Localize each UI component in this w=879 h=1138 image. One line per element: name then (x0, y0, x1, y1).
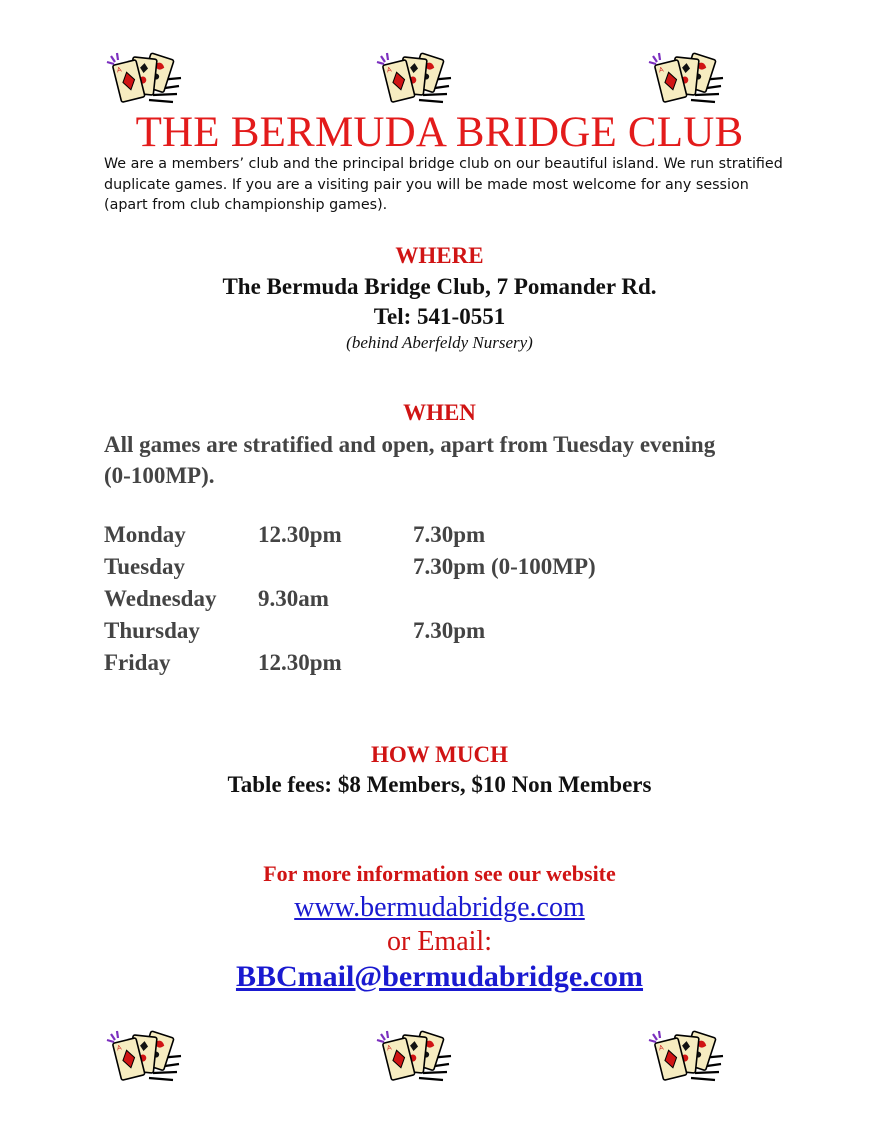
email-link[interactable]: BBCmail@bermudabridge.com (235, 960, 644, 993)
schedule-day-session: 12.30pm (258, 522, 342, 547)
schedule-day-session: 9.30am (258, 586, 329, 611)
schedule-day: Friday (104, 650, 171, 675)
intro-text: We are a members’ club and the principal bridge club on our beautiful island. We run stratified duplicate games. If you are a visiting pair you will be made most welcome for any session (apart from club championship games). (104, 156, 783, 213)
where-heading: WHERE (395, 243, 484, 268)
playing-cards-icon (103, 50, 183, 105)
playing-cards-icon (103, 1028, 183, 1083)
location-note: (behind Aberfeldy Nursery) (346, 333, 533, 352)
table-fees: Table fees: $8 Members, $10 Non Members (227, 772, 652, 797)
schedule-evening-session: 7.30pm (413, 522, 486, 547)
schedule-day: Tuesday (104, 554, 185, 579)
schedule-evening-session: 7.30pm (413, 618, 486, 643)
or-email-text: or Email: (387, 926, 492, 957)
website-link[interactable]: www.bermudabridge.com (294, 892, 585, 923)
when-description: All games are stratified and open, apart from Tuesday evening (0-100MP). (104, 432, 716, 488)
playing-cards-icon (645, 50, 725, 105)
schedule-evening-session: 7.30pm (0-100MP) (413, 554, 596, 579)
address: The Bermuda Bridge Club, 7 Pomander Rd. (222, 274, 657, 299)
telephone: Tel: 541-0551 (373, 304, 506, 329)
schedule-day: Monday (104, 522, 186, 547)
how-much-heading: HOW MUCH (371, 742, 508, 767)
schedule-day: Wednesday (104, 586, 217, 611)
when-heading: WHEN (403, 400, 476, 425)
page-title: THE BERMUDA BRIDGE CLUB (135, 109, 744, 156)
more-info-text: For more information see our website (263, 861, 616, 886)
schedule-day-session: 12.30pm (258, 650, 342, 675)
schedule-day: Thursday (104, 618, 200, 643)
playing-cards-icon (373, 1028, 453, 1083)
playing-cards-icon (645, 1028, 725, 1083)
playing-cards-icon (373, 50, 453, 105)
